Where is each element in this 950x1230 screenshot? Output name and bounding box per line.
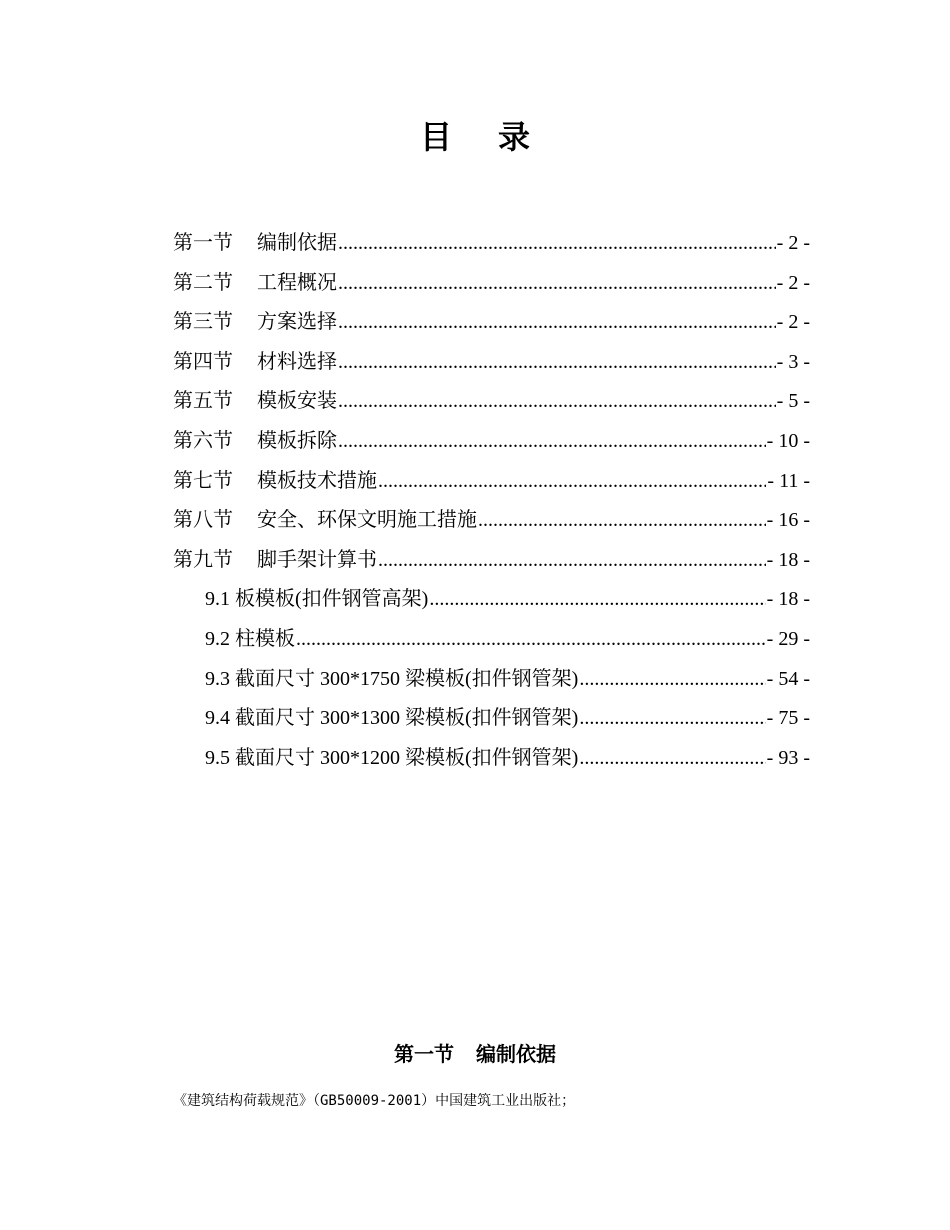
toc-entry-page: - 16 - [766,509,810,532]
toc-entry[interactable] [173,426,810,466]
toc-entry-number: 第四节 [173,350,233,373]
toc-subentry-title: 9.3 截面尺寸 300*1750 梁模板(扣件钢管架) [205,667,579,690]
toc-subentry-title: 9.5 截面尺寸 300*1200 梁模板(扣件钢管架) [205,746,579,769]
toc-entry-title: 编制依据 [257,232,337,254]
toc-entry-title: 方案选择 [257,311,337,334]
toc-title [0,112,950,158]
toc-entry-page: - 2 - [776,311,810,334]
toc-dot-leader [429,584,765,614]
toc-title-char-2: 录 [498,119,531,155]
toc-entry-page: - 10 - [766,429,810,452]
toc-subentry-page: - 93 - [766,746,810,769]
toc-dot-leader [579,743,765,773]
toc-subentry-title: 9.4 截面尺寸 300*1300 梁模板(扣件钢管架) [205,707,579,730]
toc-entry[interactable] [173,268,810,308]
toc-entry[interactable] [173,386,810,426]
toc-dot-leader [478,505,766,535]
toc-entry-title: 模板安装 [257,390,337,413]
toc-dot-leader [378,545,766,575]
reference-paragraph: 《建筑结构荷载规范》（GB50009-2001）中国建筑工业出版社； [173,1093,576,1109]
toc-subentry[interactable] [173,584,810,624]
toc-dot-leader [338,228,776,258]
toc-entry[interactable] [173,505,810,545]
toc-dot-leader [338,307,776,337]
toc-entry-page: - 18 - [766,548,810,571]
toc-entry-page: - 2 - [776,271,810,294]
toc-subentry[interactable] [173,703,810,743]
toc-entry[interactable] [173,466,810,506]
toc-dot-leader [338,347,776,377]
toc-entry-number: 第八节 [173,509,233,532]
toc-entry-title: 模板拆除 [257,429,337,452]
toc-entry-number: 第二节 [173,271,233,294]
toc-entry-number: 第六节 [173,429,233,452]
toc-entry-number: 第三节 [173,311,233,334]
toc-dot-leader [579,703,765,733]
toc-entry-number: 第七节 [173,469,233,492]
toc-entry-title: 模板技术措施 [257,469,377,492]
toc-entry[interactable] [173,307,810,347]
section-title-text: 编制依据 [476,1044,556,1066]
section-number: 第一节 [394,1044,454,1066]
toc-entry-page: - 2 - [776,232,810,254]
toc-subentry-title: 9.1 板模板(扣件钢管高架) [205,588,429,611]
toc-dot-leader [378,466,766,496]
toc-entry-title: 工程概况 [257,271,337,294]
toc-subentry-page: - 75 - [766,707,810,730]
toc-subentry[interactable] [173,624,810,664]
toc-entry-page: - 3 - [776,350,810,373]
toc-entry-page: - 5 - [776,390,810,413]
toc-subentry-title: 9.2 柱模板 [205,627,295,650]
toc-dot-leader [579,664,765,694]
toc-dot-leader [338,426,766,456]
toc-subentry[interactable] [173,664,810,704]
toc-entry-title: 材料选择 [257,350,337,373]
toc-entry[interactable] [173,545,810,585]
toc-entry-page: - 11 - [767,469,810,492]
toc-subentry-page: - 18 - [766,588,810,611]
toc-entry-title: 脚手架计算书 [257,548,377,571]
toc-entry-number: 第一节 [173,232,233,254]
toc-subentry-page: - 29 - [766,627,810,650]
section-heading [0,1038,950,1067]
toc-entry-title: 安全、环保文明施工措施 [257,509,477,532]
toc-entry[interactable] [173,347,810,387]
toc-subentry-page: - 54 - [766,667,810,690]
toc-entry-number: 第九节 [173,548,233,571]
toc-subentry[interactable] [173,743,810,783]
toc-entry-number: 第五节 [173,390,233,413]
table-of-contents [173,228,810,782]
toc-entry[interactable] [173,228,810,268]
toc-dot-leader [338,386,776,416]
toc-title-char-1: 目 [419,119,452,155]
toc-dot-leader [338,268,776,298]
toc-dot-leader [296,624,766,654]
